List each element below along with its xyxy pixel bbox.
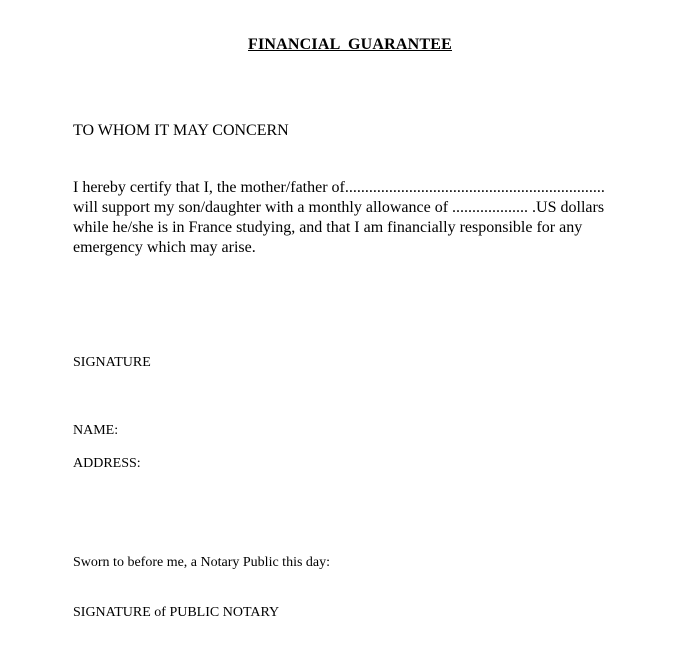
document-title: FINANCIAL GUARANTEE bbox=[247, 36, 453, 53]
notary-sworn-statement: Sworn to before me, a Notary Public this day: bbox=[73, 555, 331, 570]
paragraph-line: while he/she is in France studying, and that I am financially responsible for any bbox=[73, 219, 583, 236]
certification-paragraph bbox=[73, 178, 633, 258]
signature-label: SIGNATURE bbox=[73, 355, 151, 370]
paragraph-line: emergency which may arise. bbox=[73, 239, 256, 256]
salutation: TO WHOM IT MAY CONCERN bbox=[73, 122, 289, 139]
paragraph-line: I hereby certify that I, the mother/father of................................................................. bbox=[73, 179, 605, 196]
paragraph-line: will support my son/daughter with a monthly allowance of ................... .US dollars bbox=[73, 199, 605, 216]
address-label: ADDRESS: bbox=[73, 456, 141, 471]
name-label: NAME: bbox=[73, 423, 119, 438]
notary-signature-label: SIGNATURE of PUBLIC NOTARY bbox=[73, 605, 280, 620]
